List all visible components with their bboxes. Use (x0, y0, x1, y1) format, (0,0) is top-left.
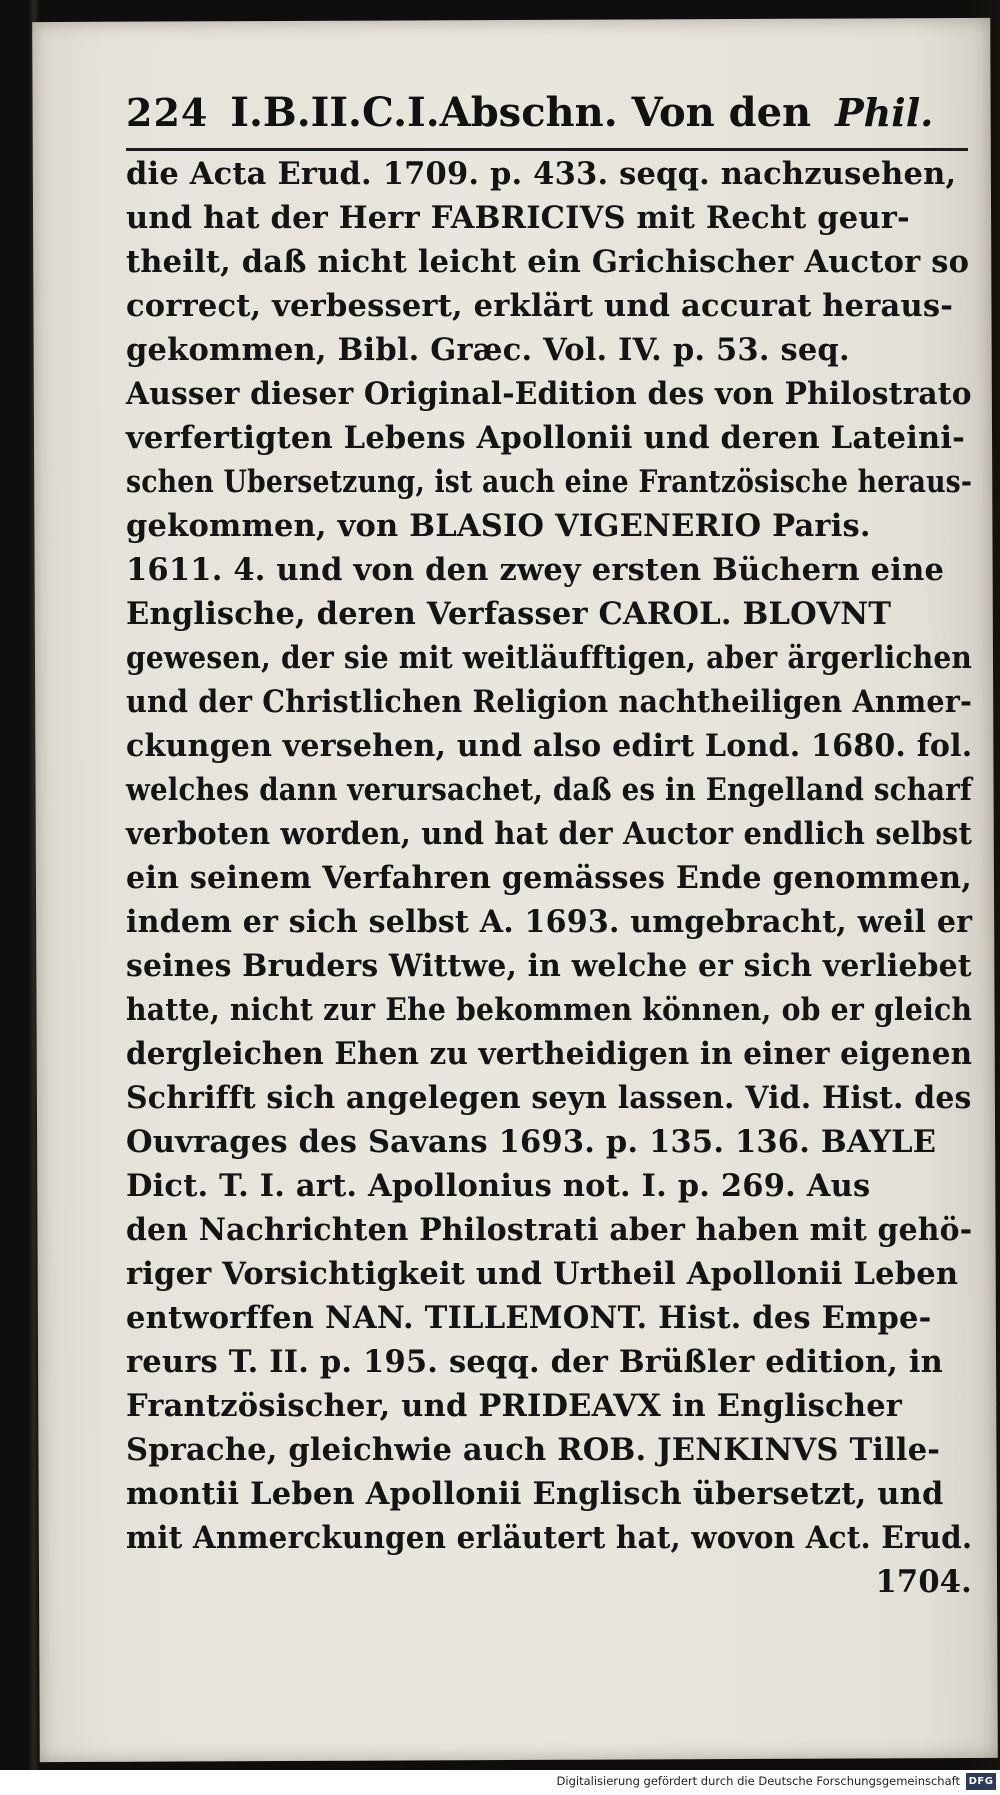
running-title-italic: Phil. (835, 90, 934, 135)
text-line: montii Leben Apollonii Englisch übersetzt, und (126, 1476, 944, 1512)
text-line: Schrifft sich angelegen seyn lassen. Vid. Hist. des (126, 1080, 972, 1116)
text-line: 1611. 4. und von den zwey ersten Büchern eine (126, 552, 945, 588)
text-line: theilt, daß nicht leicht ein Grichischer Auctor so (126, 244, 970, 280)
text-line: gekommen, Bibl. Græc. Vol. IV. p. 53. seq. (126, 332, 850, 368)
running-title: I.B.II.C.I.Abschn. Von den (230, 89, 812, 136)
text-line: dergleichen Ehen zu vertheidigen in einer eigenen (126, 1036, 973, 1072)
text-line: Englische, deren Verfasser CAROL. BLOVNT (126, 596, 892, 632)
running-header (126, 82, 968, 144)
text-line: entworffen NAN. TILLEMONT. Hist. des Empe- (126, 1300, 932, 1336)
text-line: und hat der Herr FABRICIVS mit Recht geur- (126, 200, 910, 236)
text-line: schen Ubersetzung, ist auch eine Frantzösische heraus- (126, 464, 973, 500)
text-line: correct, verbessert, erklärt und accurat heraus- (126, 288, 954, 324)
text-line: Dict. T. I. art. Apollonius not. I. p. 269. Aus (126, 1168, 871, 1204)
header-rule (126, 148, 968, 151)
text-line: mit Anmerckungen erläutert hat, wovon Act. Erud. (126, 1520, 973, 1556)
text-line: gekommen, von BLASIO VIGENERIO Paris. (126, 508, 871, 544)
text-line: und der Christlichen Religion nachtheiligen Anmer- (126, 684, 973, 720)
text-line: ein seinem Verfahren gemässes Ende genommen, (126, 860, 972, 896)
text-line: Sprache, gleichwie auch ROB. JENKINVS Tille- (126, 1432, 941, 1468)
body-text (126, 152, 978, 1604)
text-line: Frantzösischer, und PRIDEAVX in Englischer (126, 1388, 903, 1424)
text-line: Ouvrages des Savans 1693. p. 135. 136. BAYLE (126, 1124, 937, 1160)
digitization-footer (0, 1770, 1000, 1795)
text-line: die Acta Erud. 1709. p. 433. seqq. nachzusehen, (126, 156, 957, 192)
text-line: verfertigten Lebens Apollonii und deren Lateini- (126, 420, 966, 456)
text-line: gewesen, der sie mit weitläufftigen, aber ärgerlichen (126, 640, 973, 676)
text-line: indem er sich selbst A. 1693. umgebracht, weil er (126, 904, 973, 940)
text-line: riger Vorsichtigkeit und Urtheil Apollonii Leben (126, 1256, 959, 1292)
text-line: den Nachrichten Philostrati aber haben mit gehö- (126, 1212, 973, 1248)
dfg-logo-icon: DFG (966, 1773, 996, 1790)
text-line: hatte, nicht zur Ehe bekommen können, ob er gleich (126, 992, 973, 1028)
text-line: reurs T. II. p. 195. seqq. der Brüßler edition, in (126, 1344, 944, 1380)
text-line: seines Bruders Wittwe, in welche er sich verliebet (126, 948, 972, 984)
page-number: 224 (126, 90, 209, 135)
text-line: Ausser dieser Original-Edition des von Philostrato (126, 376, 972, 412)
text-line: verboten worden, und hat der Auctor endlich selbst (126, 816, 973, 852)
text-line: welches dann verursachet, daß es in Engelland scharf (126, 772, 973, 808)
catchword: 1704. (875, 1564, 972, 1600)
footer-credit: Digitalisierung gefördert durch die Deutsche Forschungsgemeinschaft (556, 1774, 960, 1788)
text-line: ckungen versehen, und also edirt Lond. 1680. fol. (126, 728, 973, 764)
